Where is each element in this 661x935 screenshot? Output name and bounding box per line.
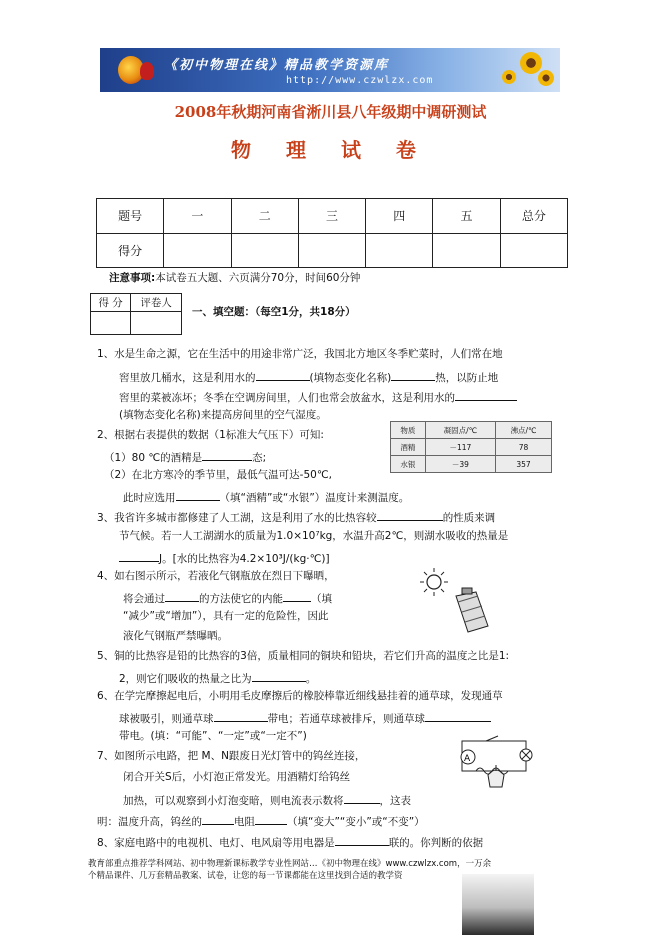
q7-line-1: 7、如图所示电路，把 M、N跟废日光灯管中的钨丝连接， (97, 750, 366, 762)
q1-line-4: (填物态变化名称)来提高房间里的空气湿度。 (119, 409, 327, 421)
q2-line-2: （1）80 ℃的酒精是 态; (104, 452, 267, 464)
grader-score-cell (91, 312, 131, 335)
q6-line-2: 球被吸引，则通草球 带电；若通草球被排斥，则通草球 (119, 711, 491, 725)
q7-line-4: 明：温度升高，钨丝的 电阻 （填“变大”“变小”或“不变”） (97, 816, 425, 828)
svg-text:A: A (464, 754, 471, 764)
substance-property-table (390, 421, 552, 473)
q3-line-3: J。[水的比热容为4.2×10³J/(kg·℃)] (119, 551, 330, 565)
gas-cylinder-icon (456, 588, 488, 632)
q3-line-2: 节气候。若一人工湖湖水的质量为1.0×10⁷kg，水温升高2℃，则湖水吸收的热量是 (119, 530, 509, 542)
answer-blank[interactable] (119, 551, 159, 562)
score-header-cell: 三 (298, 199, 365, 234)
q4-line-1: 4、如右图示所示，若液化气钢瓶放在烈日下曝晒， (97, 570, 335, 582)
q2-line-3: （2）在北方寒冷的季节里，最低气温可达-50℃, (104, 469, 332, 481)
sun-icon (420, 568, 448, 596)
score-row-label: 得分 (97, 233, 164, 268)
score-header-cell: 总分 (500, 199, 567, 234)
answer-blank[interactable] (335, 835, 389, 846)
footer-line-2: 个精品课件、几万套精品教案、试卷，让您的每一节课都能在这里找到合适的教学资 (88, 871, 403, 881)
q3-line-1: 3、我省许多城市都修建了人工湖，这是利用了水的比热容较 的性质来调 (97, 512, 496, 524)
switch-icon (486, 736, 498, 741)
notice-text: 本试卷五大题、六页满分70分，时间60分钟 (155, 272, 361, 284)
property-cell: －39 (425, 456, 495, 473)
score-cell (366, 233, 433, 268)
score-table (96, 198, 568, 268)
grader-score-label: 得 分 (91, 294, 131, 312)
score-header-cell: 一 (164, 199, 231, 234)
grader-table (90, 293, 182, 335)
score-cell (231, 233, 298, 268)
sunflower-icon (502, 70, 516, 84)
answer-blank[interactable] (283, 591, 311, 602)
q4-line-3: “减少”或“增加”），具有一定的危险性，因此 (123, 610, 329, 622)
grader-name-label: 评卷人 (131, 294, 182, 312)
score-table-score-row (97, 233, 568, 268)
lamp-icon (520, 749, 532, 761)
answer-blank[interactable] (377, 510, 443, 521)
q2-line-4: 此时应选用 （填“酒精”或“水银”）温度计来测温度。 (123, 492, 410, 504)
answer-blank[interactable] (344, 793, 380, 804)
answer-blank[interactable] (165, 591, 199, 602)
q2-line-1: 2、根据右表提供的数据（1标准大气压下）可知: (97, 429, 324, 441)
site-logo-mark-icon (140, 62, 154, 80)
banner-site-name: 《初中物理在线》精品教学资源库 (164, 58, 390, 73)
score-header-cell: 四 (366, 199, 433, 234)
q7-line-3: 加热，可以观察到小灯泡变暗，则电流表示数将 ，这表 (123, 795, 411, 807)
q7-line-2: 闭合开关S后，小灯泡正常发光。用酒精灯给钨丝 (123, 771, 351, 783)
q4-line-4: 液化气钢瓶严禁曝晒。 (123, 630, 228, 642)
property-cell: 357 (496, 456, 552, 473)
sunflower-icon (538, 70, 554, 86)
property-header: 凝固点/℃ (425, 422, 495, 439)
answer-blank[interactable] (255, 814, 287, 825)
ammeter-icon (461, 750, 475, 764)
answer-blank[interactable] (256, 370, 310, 381)
section-1-heading: 一、填空题：（每空1分，共18分） (192, 306, 356, 318)
sunflower-icon (520, 52, 542, 74)
q6-line-1: 6、在学完摩擦起电后，小明用毛皮摩擦后的橡胶棒靠近细线悬挂着的通草球，发现通草 (97, 690, 503, 702)
answer-blank[interactable] (202, 814, 234, 825)
property-cell: －117 (425, 439, 495, 456)
property-header: 沸点/℃ (496, 422, 552, 439)
circuit-illustration (450, 735, 542, 791)
score-header-cell: 题号 (97, 199, 164, 234)
exam-title: 2008年秋期河南省淅川县八年级期中调研测试 (174, 103, 487, 121)
answer-blank[interactable] (391, 370, 435, 381)
property-cell: 78 (496, 439, 552, 456)
header-banner (100, 48, 560, 92)
score-table-header-row (97, 199, 568, 234)
banner-url[interactable]: http://www.czwlzx.com (286, 75, 434, 86)
notice-label: 注意事项: (109, 272, 156, 284)
property-cell: 酒精 (391, 439, 426, 456)
answer-blank[interactable] (252, 671, 306, 682)
score-cell (500, 233, 567, 268)
q6-line-3: 带电。(填：“可能”、“一定”或“一定不”) (119, 730, 307, 742)
score-header-cell: 五 (433, 199, 500, 234)
q1-line-3: 窖里的菜被冻坏；冬季在空调房间里，人们也常会放盆水，这是利用水的 (119, 390, 517, 404)
answer-blank[interactable] (176, 490, 220, 501)
property-cell: 水银 (391, 456, 426, 473)
paper-title: 物 理 试 卷 (231, 138, 430, 162)
answer-blank[interactable] (425, 711, 491, 722)
q5-line-1: 5、铜的比热容是铅的比热容的3倍，质量相同的铜块和铅块，若它们升高的温度之比是1: (97, 650, 510, 662)
property-header: 物质 (391, 422, 426, 439)
score-cell (433, 233, 500, 268)
q4-line-2: 将会通过 的方法使它的内能 （填 (123, 593, 332, 605)
answer-blank[interactable] (455, 390, 517, 401)
q5-line-2: 2，则它们吸收的热量之比为 。 (119, 673, 317, 685)
grader-name-cell (131, 312, 182, 335)
answer-blank[interactable] (214, 711, 268, 722)
factory-photo (462, 874, 534, 935)
gas-cylinder-illustration (418, 566, 500, 638)
q8-line-1: 8、家庭电路中的电视机、电灯、电风扇等用电器是 联的。你判断的依据 (97, 837, 484, 849)
exam-notice (109, 270, 360, 285)
score-cell (298, 233, 365, 268)
footer-line-1: 教育部重点推荐学科网站、初中物理新课标教学专业性网站…《初中物理在线》www.czwlzx.com，一万余 (88, 859, 492, 869)
score-header-cell: 二 (231, 199, 298, 234)
q1-line-1: 1、水是生命之源，它在生活中的用途非常广泛，我国北方地区冬季贮菜时，人们常在地 (97, 348, 503, 360)
q1-line-2: 窖里放几桶水，这是利用水的 (填物态变化名称) 热，以防止地 (119, 372, 499, 384)
answer-blank[interactable] (202, 450, 252, 461)
score-cell (164, 233, 231, 268)
